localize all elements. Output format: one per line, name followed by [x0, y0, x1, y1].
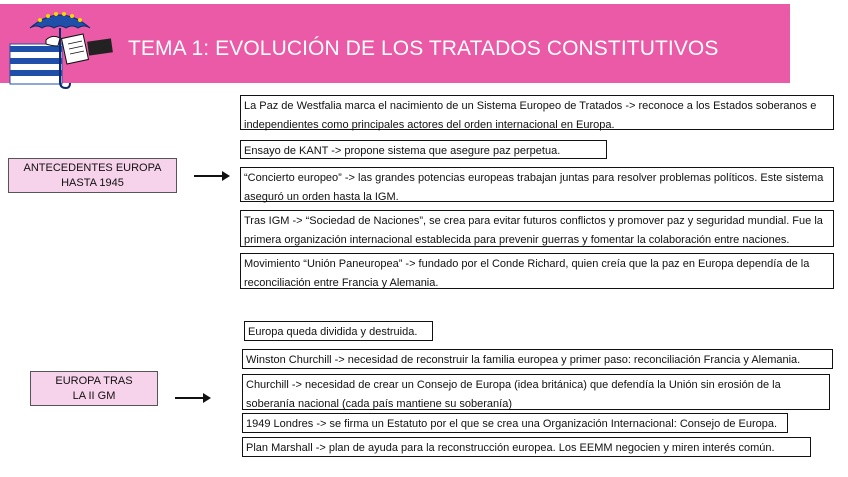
category-label-line1: EUROPA TRAS: [55, 374, 133, 387]
info-box-churchill-familia: [242, 349, 833, 369]
info-box-concierto-europeo: [240, 167, 834, 202]
info-text: Winston Churchill -> necesidad de reconstruir la familia europea y primer paso: reconciliación Francia y Alemania.: [246, 354, 801, 366]
category-label-line1: ANTECEDENTES EUROPA: [23, 161, 162, 174]
info-box-londres-1949: [242, 413, 788, 433]
category-label-line2: LA II GM: [72, 389, 116, 402]
info-text: La Paz de Westfalia marca el nacimiento de un Sistema Europeo de Tratados -> reconoce a los Estados soberanos e independientes como principales actores del orden internacional en Europa.: [244, 100, 817, 131]
eu-flag-umbrella-icon: [8, 6, 120, 92]
info-box-westfalia: [240, 95, 834, 130]
info-text: Churchill -> necesidad de crear un Consejo de Europa (idea británica) que defendía la Unión sin erosión de la soberanía nacional (cada país mantiene su soberanía): [246, 379, 781, 410]
info-box-plan-marshall: [242, 437, 811, 457]
info-box-consejo-europa: [242, 374, 830, 410]
info-box-union-paneuropea: [240, 253, 834, 289]
info-text: Plan Marshall -> plan de ayuda para la reconstrucción europea. Los EEMM negocien y miren interés común.: [246, 442, 775, 454]
info-box-europa-dividida: [244, 321, 433, 341]
category-europa-tras-iigm: [30, 371, 158, 406]
info-box-kant: [240, 140, 607, 159]
page-title: TEMA 1: EVOLUCIÓN DE LOS TRATADOS CONSTITUTIVOS: [128, 37, 719, 60]
info-text: Movimiento “Unión Paneuropea” -> fundado por el Conde Richard, quien creía que la paz en Europa dependía de la reconciliación entre Francia y Alemania.: [244, 258, 810, 289]
category-antecedentes-europa: [8, 158, 177, 193]
category-label-line2: HASTA 1945: [61, 176, 124, 189]
info-text: “Concierto europeo” -> las grandes potencias europeas trabajan juntas para resolver problemas políticos. Este sistema aseguró un orden hasta la IGM.: [244, 172, 824, 203]
info-text: Tras IGM -> “Sociedad de Naciones”, se crea para evitar futuros conflictos y promover paz y seguridad mundial. Fue la primera organización internacional establecida para prevenir guerras y fomentar la colaboración entre naciones.: [244, 215, 823, 246]
info-text: Ensayo de KANT -> propone sistema que asegure paz perpetua.: [244, 145, 561, 157]
info-box-sociedad-naciones: [240, 210, 834, 247]
info-text: Europa queda dividida y destruida.: [248, 326, 418, 338]
arrow-right-icon: [194, 170, 230, 182]
arrow-right-icon: [175, 392, 211, 404]
info-text: 1949 Londres -> se firma un Estatuto por el que se crea una Organización Internacional: Consejo de Europa.: [246, 418, 778, 430]
